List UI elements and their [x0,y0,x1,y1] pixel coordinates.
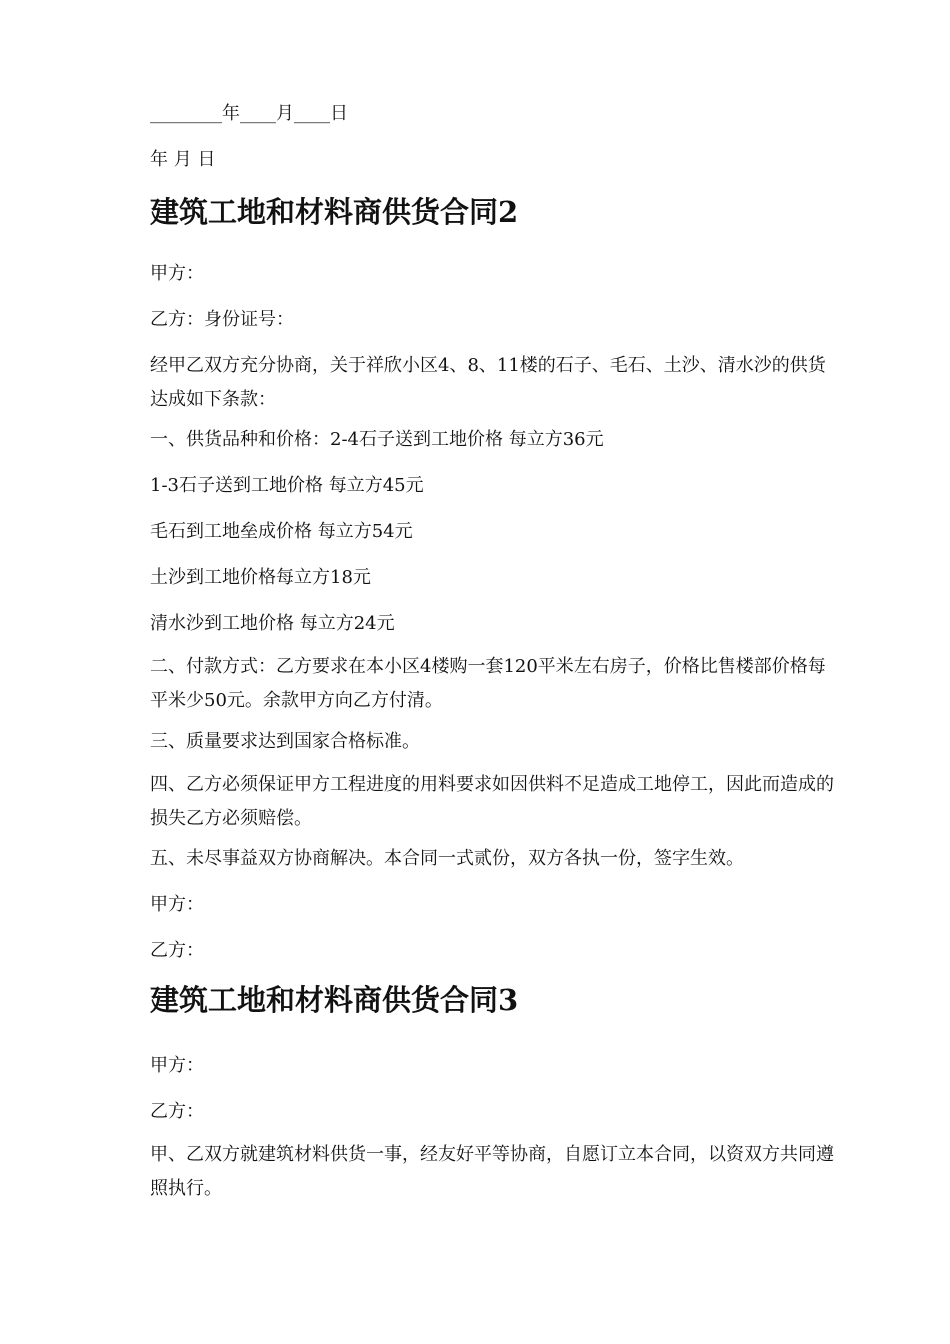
contract2-sign-a: 甲方： [150,894,204,915]
date-line: 年 月 日 [150,149,216,170]
contract3-party-a: 甲方： [150,1055,204,1076]
contract2-price-qingshui: 清水沙到工地价格 每立方24元 [150,613,395,634]
contract2-party-b: 乙方：身份证号： [150,309,294,330]
contract2-price-tusha: 土沙到工地价格每立方18元 [150,567,371,588]
contract3-party-b: 乙方： [150,1101,204,1122]
contract2-item3: 三、质量要求达到国家合格标准。 [150,731,420,752]
contract2-item2-text: 二、付款方式：乙方要求在本小区4楼购一套120平米左右房子，价格比售楼部价格每平米少50元。余款甲方向乙方付清。 [150,656,826,711]
contract2-intro [150,349,842,417]
contract3-title: 建筑工地和材料商供货合同3 [150,983,519,1017]
contract2-sign-b: 乙方： [150,940,204,961]
contract2-title: 建筑工地和材料商供货合同2 [150,195,519,229]
contract3-intro-text: 甲、乙双方就建筑材料供货一事，经友好平等协商，自愿订立本合同，以资双方共同遵照执行。 [150,1144,834,1199]
contract2-price-1-3: 1-3石子送到工地价格 每立方45元 [150,475,424,496]
contract3-intro [150,1138,842,1206]
contract2-item1: 一、供货品种和价格：2-4石子送到工地价格 每立方36元 [150,429,604,450]
contract2-price-maoshi: 毛石到工地垒成价格 每立方54元 [150,521,413,542]
contract2-item2 [150,650,842,718]
contract2-item5: 五、未尽事益双方协商解决。本合同一式贰份，双方各执一份，签字生效。 [150,848,744,869]
contract2-intro-text: 经甲乙双方充分协商，关于祥欣小区4、8、11楼的石子、毛石、土沙、清水沙的供货达成如下条款： [150,355,826,410]
date-blank-line: ________年____月____日 [150,103,348,124]
contract2-item4 [150,768,842,836]
contract2-item4-text: 四、乙方必须保证甲方工程进度的用料要求如因供料不足造成工地停工，因此而造成的损失乙方必须赔偿。 [150,774,834,829]
contract2-party-a: 甲方： [150,263,204,284]
